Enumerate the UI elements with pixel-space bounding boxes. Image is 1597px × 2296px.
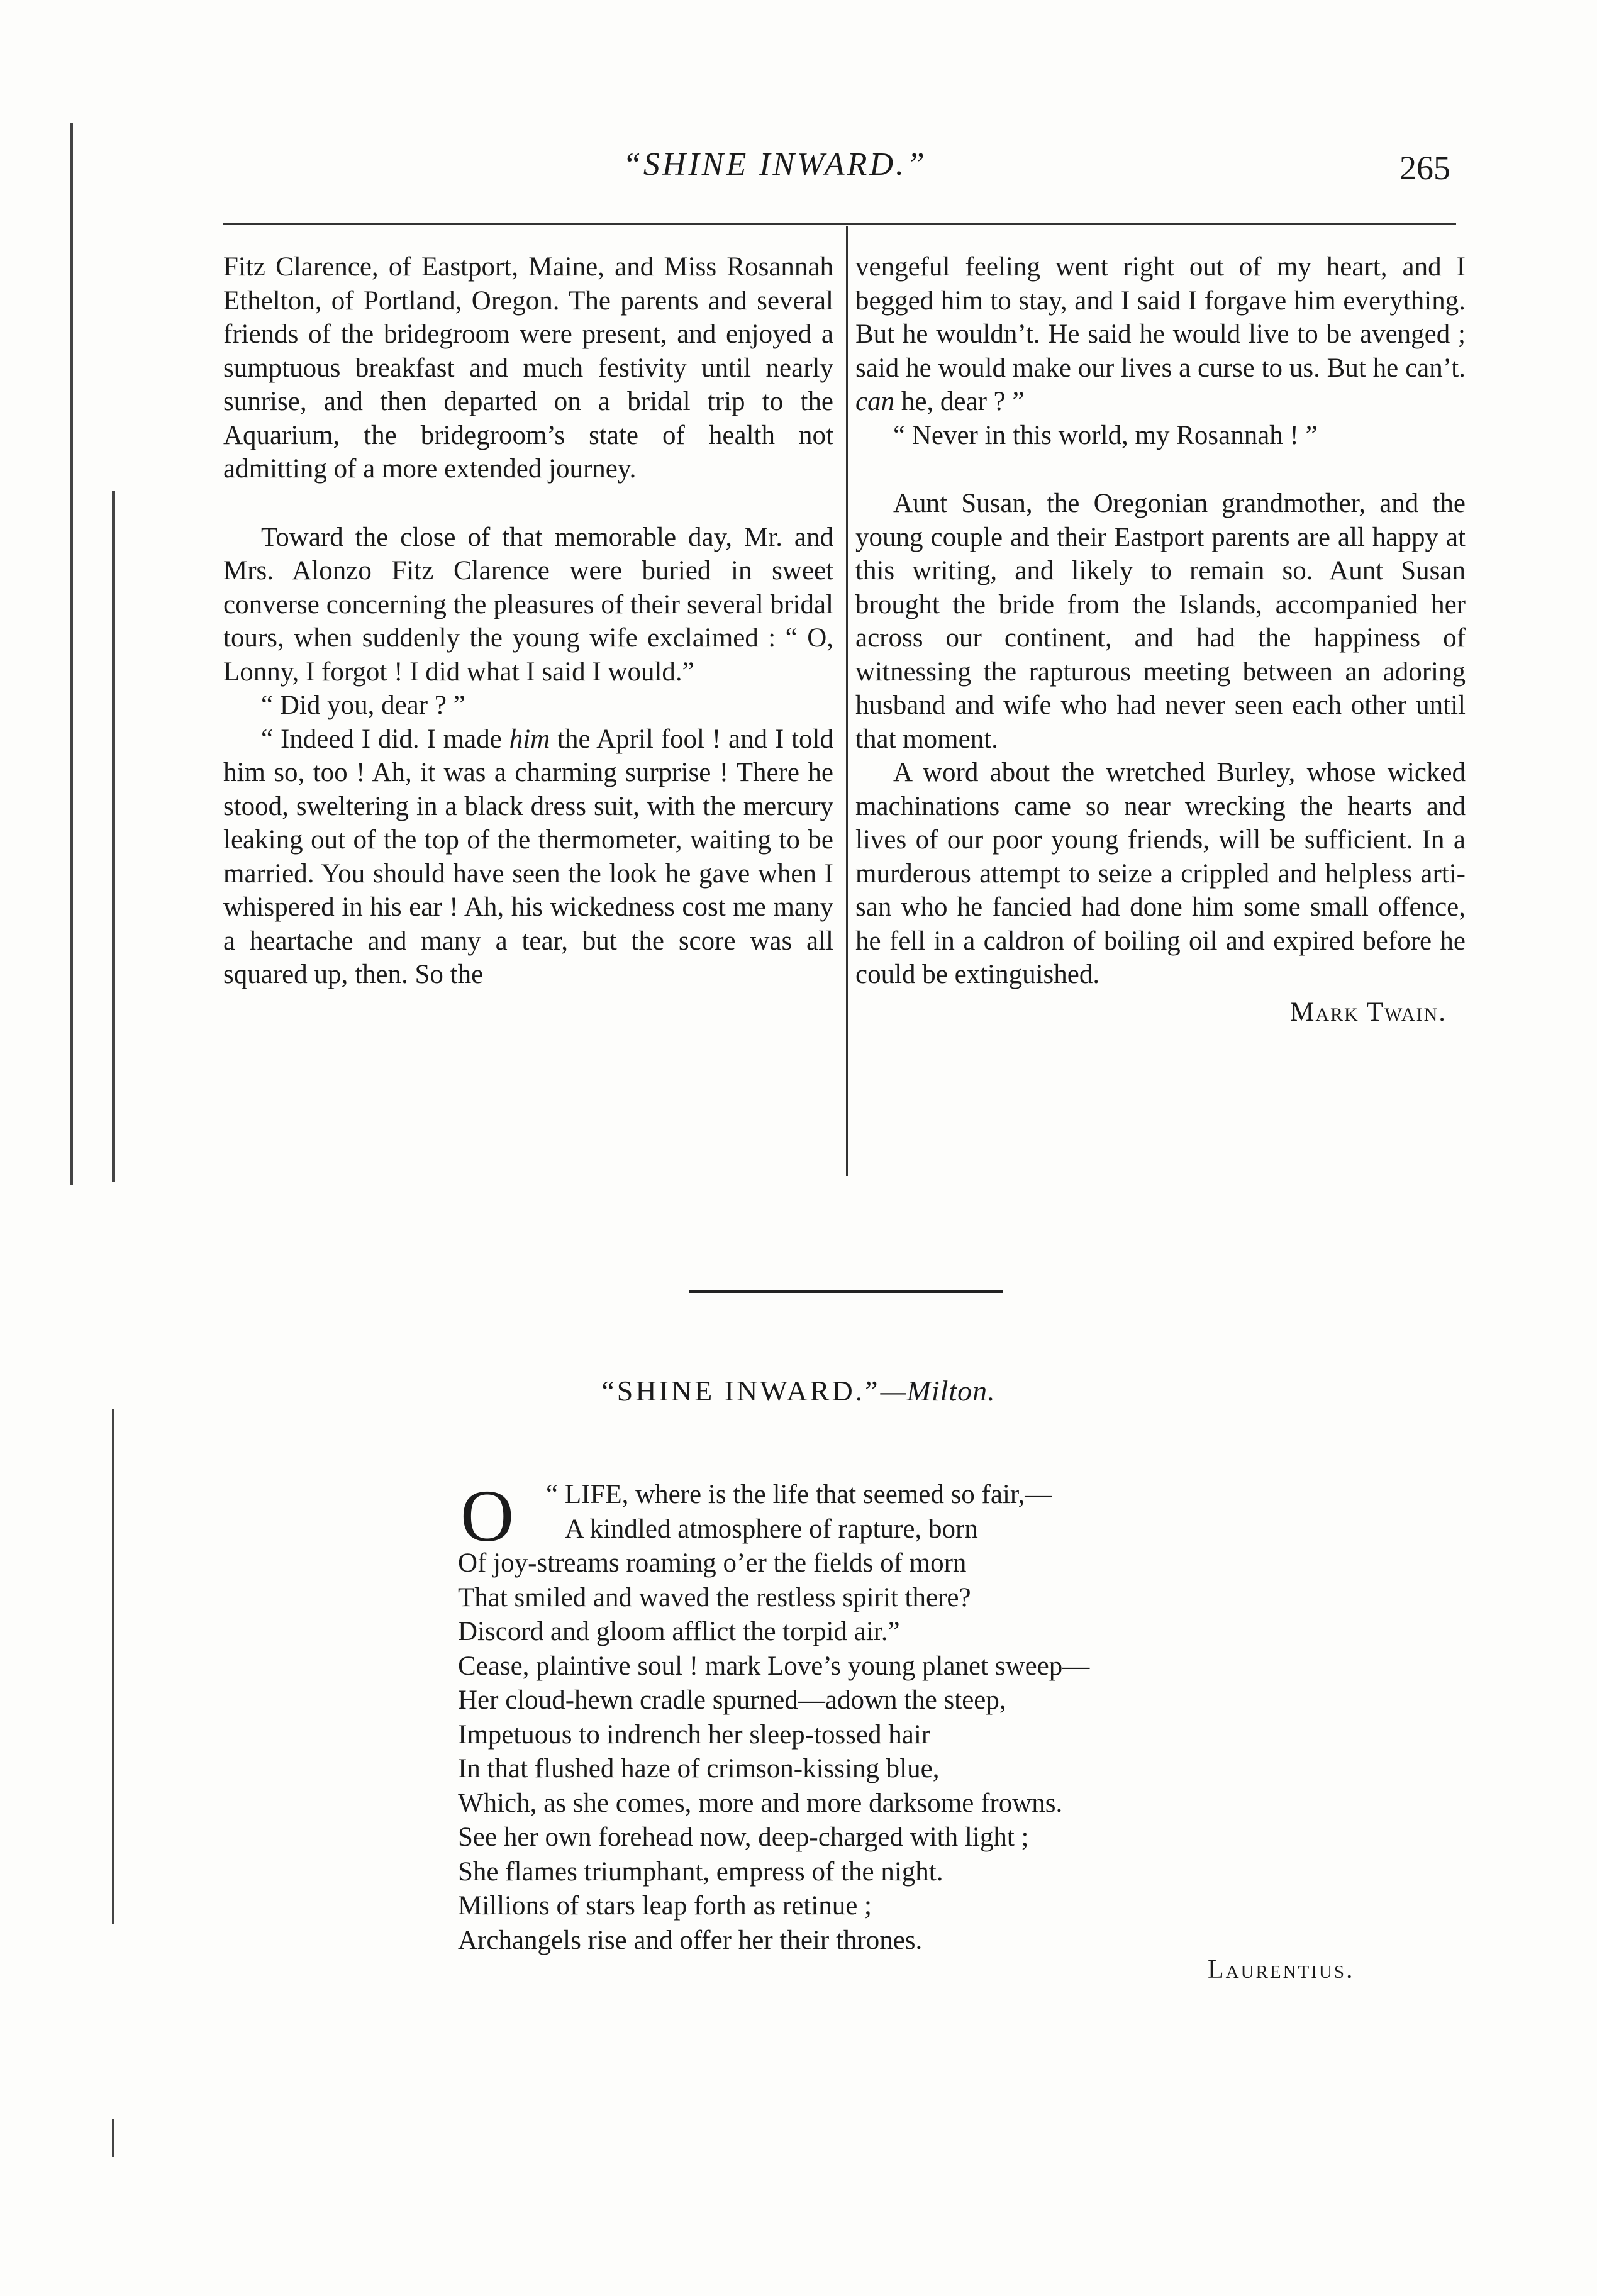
poem-line: She flames triumphant, empress of the night.: [458, 1856, 943, 1887]
paragraph: Aunt Susan, the Oregonian grandmother, and the young couple and their Eastport parents are all happy at this writing, and likely to remain so. Aunt Susan brought the bride from the Islands, accompanied her across our continent, and had the happiness of witnessing the rapturous meeting between an adoring husband and wife who had never seen each other until that moment.: [855, 489, 1466, 754]
header-rule: [223, 223, 1456, 225]
poem-line: A kindled atmosphere of rapture, born: [565, 1514, 978, 1544]
section-divider: [689, 1290, 1003, 1293]
margin-scan-mark: [112, 2119, 114, 2157]
column-divider: [846, 226, 848, 1176]
poem-line: Archangels rise and offer her their thrones.: [458, 1925, 923, 1955]
poem-line: Cease, plaintive soul ! mark Love’s young planet sweep—: [458, 1651, 1090, 1681]
poem-line: That smiled and waved the restless spirit there?: [458, 1582, 971, 1612]
page-number: 265: [1399, 149, 1450, 187]
poem-line: Millions of stars leap forth as retinue ;: [458, 1891, 872, 1921]
poem-signature: Laurentius.: [1208, 1955, 1355, 1984]
paragraph: “ Did you, dear ? ”: [261, 690, 465, 720]
right-column: [855, 250, 1466, 1029]
margin-scan-mark: [112, 491, 115, 1182]
text-run: he, dear ? ”: [901, 387, 1025, 416]
poem-line: In that flushed haze of crimson-kissing blue,: [458, 1754, 940, 1783]
drop-cap: O: [460, 1475, 515, 1557]
poem-line: Impetuous to indrench her sleep-tossed hair: [458, 1719, 931, 1750]
running-header-title: “SHINE INWARD.”: [623, 147, 927, 182]
paragraph: [855, 250, 1466, 419]
margin-scan-mark: [70, 123, 73, 1185]
paragraph: A word about the wretched Burley, whose wicked machinations came so near wrecking the hearts and lives of our poor young friends, will be sufficient. In a murderous attempt to seize a crippled and helpless artisan who he fancied had done him some small offence, he fell in a caldron of boiling oil and expired before he could be extinguished.: [855, 758, 1466, 989]
poem-line: See her own forehead now, deep-charged with light ;: [458, 1822, 1029, 1852]
text-run: “ Indeed I did. I made: [261, 724, 502, 754]
text-run: the April fool ! and I told him so, too ! Ah, it was a charming surprise ! There he stood, sweltering in a black dress suit, with the mercury leaking out of the top of the thermometer, waiting to be married. You should have seen the look he gave when I whispered in his ear ! Ah, his wickedness cost me many a heartache and many a tear, but the score was all squared up, then. So the: [223, 724, 834, 989]
margin-scan-mark: [112, 1409, 114, 1924]
paragraph: [223, 723, 833, 992]
left-column: [223, 250, 833, 992]
paragraph: “ Never in this world, my Rosannah ! ”: [893, 420, 1318, 450]
poem-line: Which, as she comes, more and more darksome frowns.: [458, 1788, 1063, 1818]
poem-title-text: “SHINE INWARD.”: [601, 1375, 881, 1407]
poem-line: Of joy-streams roaming o’er the fields of morn: [458, 1548, 967, 1578]
paragraph: Toward the close of that memorable day, Mr. and Mrs. Alonzo Fitz Clarence were buried in sweet converse concerning the pleasures of their several bridal tours, when suddenly the young wife exclaimed : “ O, Lonny, I forgot ! I did what I said I would.”: [223, 522, 833, 687]
italic-word: him: [509, 724, 550, 754]
text-run: vengeful feeling went right out of my heart, and I begged him to stay, and I said I forgave him everything. But he wouldn’t. He said he would live to be avenged ; said he would make our lives a curse to us. But he can’t.: [855, 252, 1466, 383]
italic-word: can: [855, 387, 895, 416]
article-signature: Mark Twain.: [1290, 997, 1447, 1027]
poem-body: [458, 1475, 1090, 1958]
poem-line: Discord and gloom afflict the torpid air.”: [458, 1617, 900, 1646]
poem-title: [0, 1374, 1597, 1407]
paragraph: Fitz Clarence, of Eastport, Maine, and Miss Rosannah Ethelton, of Portland, Oregon. The parents and several friends of the bridegroom were present, and enjoyed a sumptuous breakfast and much festivity until nearly sunrise, and then departed on a bridal trip to the Aquarium, the bridegroom’s state of health not admitting of a more extended journey.: [223, 252, 833, 484]
poem-line: “ LIFE, where is the life that seemed so fair,—: [546, 1480, 1052, 1509]
poem-line: Her cloud-hewn cradle spurned—adown the steep,: [458, 1685, 1006, 1715]
poem-attribution: —Milton.: [880, 1375, 996, 1407]
